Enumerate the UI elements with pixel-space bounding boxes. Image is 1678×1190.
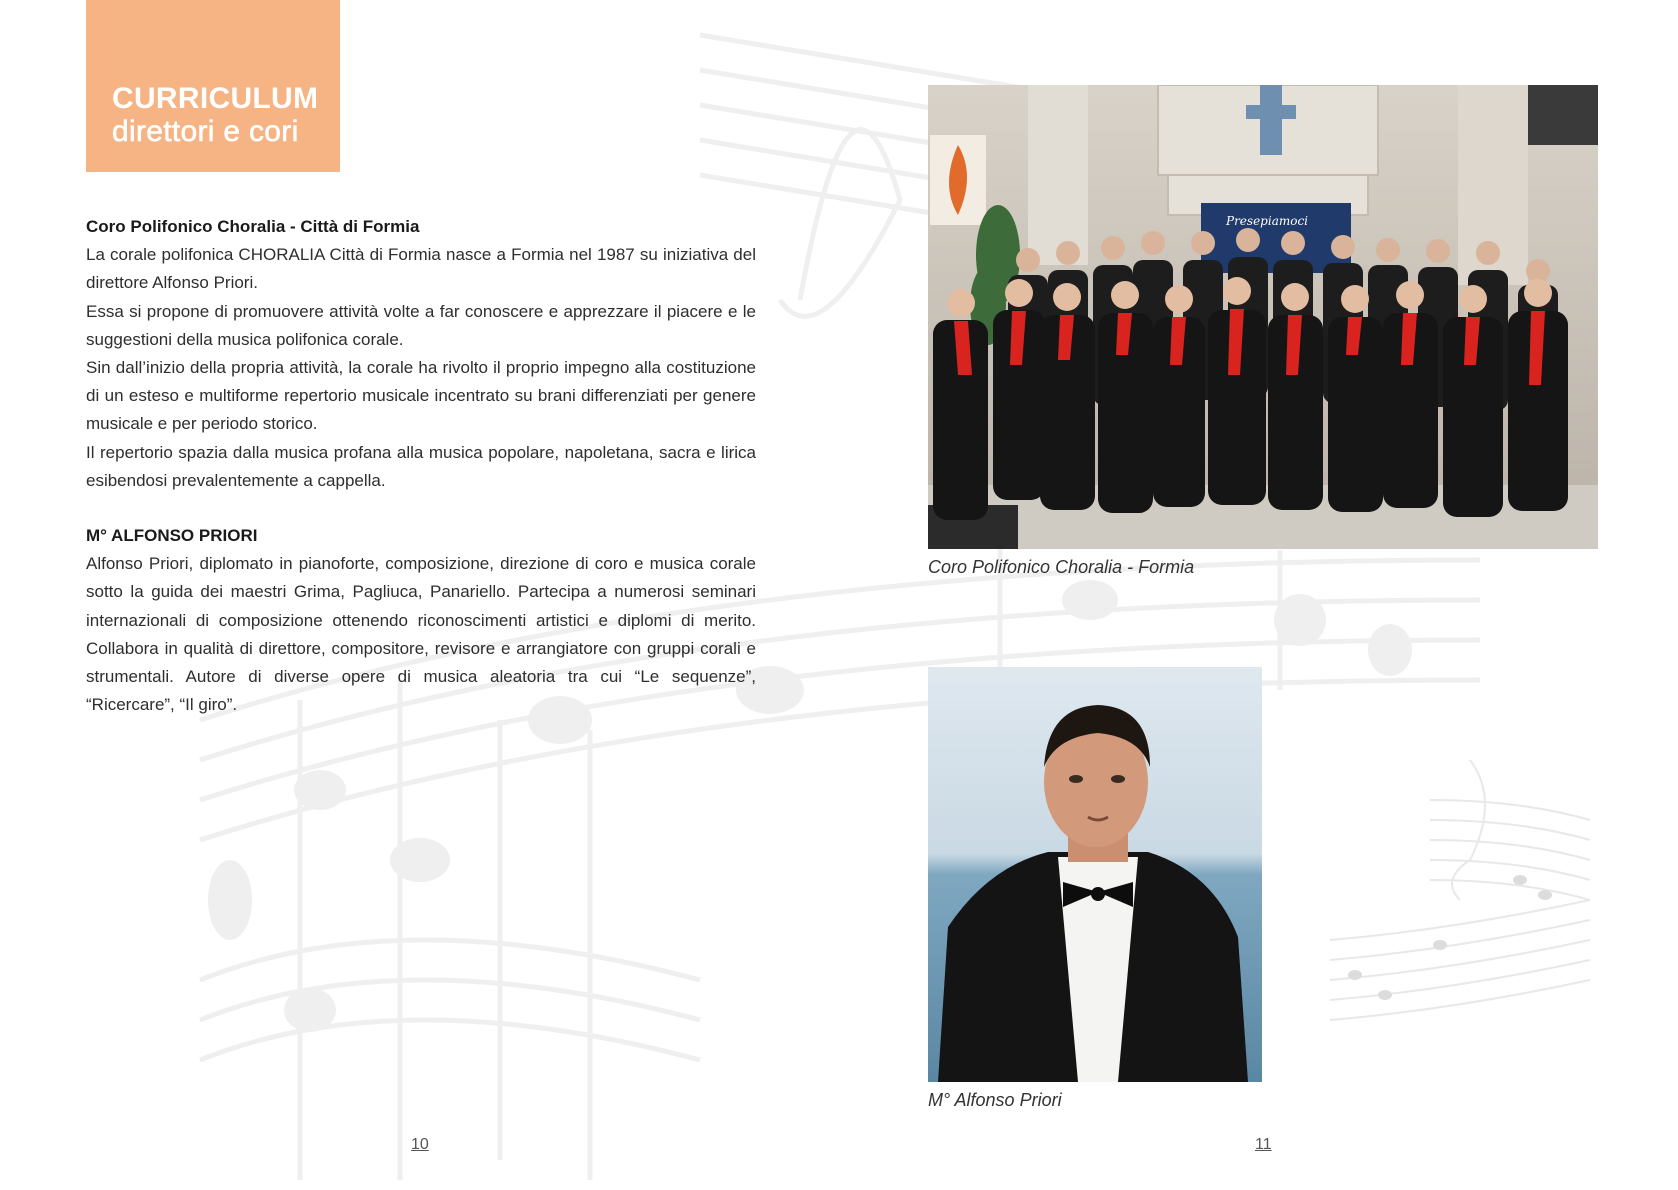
choir-section (86, 213, 756, 495)
choir-paragraph: Sin dall’inizio della propria attività, la corale ha rivolto il proprio impegno alla costituzione di un esteso e multiforme repertorio musicale incentrato su brani differenziati per genere musicale e per periodo storico. (86, 358, 756, 434)
director-photo (928, 667, 1262, 1082)
curriculum-title-box (86, 0, 340, 172)
choir-photo-caption: Coro Polifonico Choralia - Formia (928, 557, 1195, 577)
title-line-2: direttori e cori (112, 115, 299, 148)
banner-text: Presepiamoci (1226, 214, 1309, 228)
choir-paragraph: Essa si propone di promuovere attività volte a far conoscere e apprezzare il piacere e le suggestioni della musica polifonica corale. (86, 301, 756, 349)
choir-photo (928, 85, 1598, 549)
director-paragraph: Alfonso Priori, diplomato in pianoforte, composizione, direzione di coro e musica corale sotto la guida dei maestri Grima, Pagliuca, Panariello. Partecipa a numerosi seminari internazionali di composizione ottenendo riconoscimenti artistici e diplomi di merito. Collabora in qualità di direttore, compositore, revisore e arrangiatore con gruppi corali e strumentali. Autore di diverse opere di musica aleatoria tra cui “Le sequenze”, “Ricercare”, “Il giro”. (86, 554, 756, 715)
choir-paragraph: La corale polifonica CHORALIA Città di Formia nasce a Formia nel 1987 su iniziativa del direttore Alfonso Priori. (86, 245, 756, 293)
director-photo-caption: M° Alfonso Priori (928, 1090, 1062, 1110)
director-section (86, 522, 756, 719)
page-number-left: 10 (411, 1136, 429, 1153)
choir-paragraph: Il repertorio spazia dalla musica profana alla musica popolare, napoletana, sacra e lirica esibendosi prevalentemente a cappella. (86, 442, 756, 490)
choir-heading: Coro Polifonico Choralia - Città di Formia (86, 217, 420, 236)
page-number-right: 11 (1255, 1136, 1272, 1153)
director-heading: M° ALFONSO PRIORI (86, 526, 258, 545)
title-line-1: CURRICULUM (112, 82, 319, 115)
